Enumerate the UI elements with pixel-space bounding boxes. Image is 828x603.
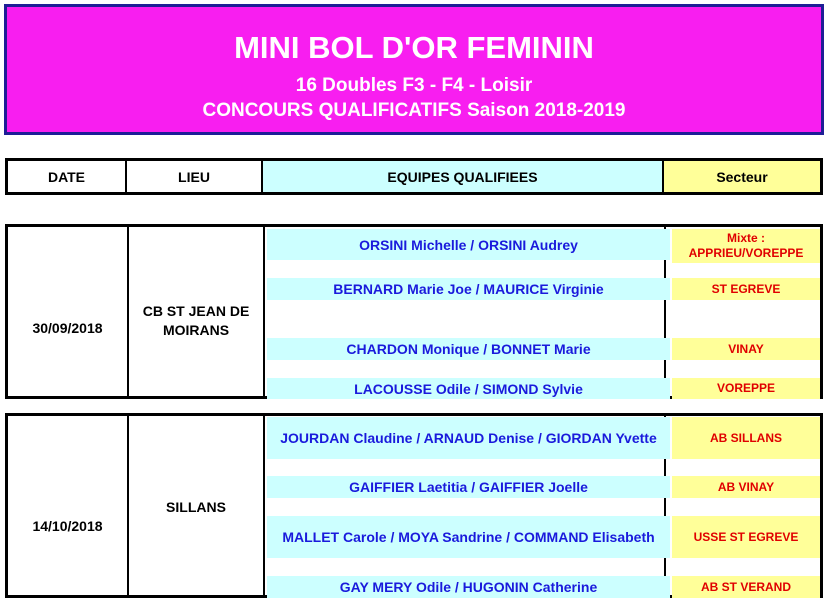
- divider: [127, 416, 129, 595]
- qualification-block-1: [5, 224, 823, 399]
- divider: [263, 227, 265, 396]
- header-secteur: Secteur: [664, 158, 823, 195]
- secteur-cell: ST EGREVE: [672, 278, 820, 300]
- page-subtitle: 16 Doubles F3 - F4 - Loisir: [295, 75, 533, 96]
- team-row: CHARDON Monique / BONNET Marie: [267, 338, 670, 360]
- team-row: GAY MERY Odile / HUGONIN Catherine: [267, 576, 670, 598]
- block-lieu: SILLANS: [166, 499, 226, 515]
- team-row: JOURDAN Claudine / ARNAUD Denise / GIORDAN Yvette: [267, 417, 670, 459]
- secteur-cell: Mixte : APPRIEU/VOREPPE: [672, 229, 820, 263]
- title-banner: [4, 4, 824, 135]
- team-row: GAIFFIER Laetitia / GAIFFIER Joelle: [267, 476, 670, 498]
- secteur-cell: AB ST VERAND: [672, 576, 820, 598]
- page-title: MINI BOL D'OR FEMININ: [234, 30, 594, 65]
- divider: [263, 416, 265, 595]
- block-lieu: CB ST JEAN DE MOIRANS: [142, 303, 250, 338]
- team-row: LACOUSSE Odile / SIMOND Sylvie: [267, 378, 670, 399]
- header-lieu: LIEU: [127, 158, 263, 195]
- header-date: DATE: [5, 158, 127, 195]
- secteur-cell: AB VINAY: [672, 476, 820, 498]
- team-row: MALLET Carole / MOYA Sandrine / COMMAND Elisabeth: [267, 516, 670, 558]
- page-subtitle-season: CONCOURS QUALIFICATIFS Saison 2018-2019: [202, 100, 626, 121]
- header-equipes: EQUIPES QUALIFIEES: [263, 158, 664, 195]
- secteur-cell: AB SILLANS: [672, 417, 820, 459]
- divider: [127, 227, 129, 396]
- block-date: 14/10/2018: [32, 518, 103, 534]
- secteur-cell: VOREPPE: [672, 378, 820, 399]
- qualification-block-2: [5, 413, 823, 598]
- secteur-cell: VINAY: [672, 338, 820, 360]
- secteur-cell: USSE ST EGREVE: [672, 516, 820, 558]
- block-date: 30/09/2018: [32, 320, 103, 336]
- team-row: BERNARD Marie Joe / MAURICE Virginie: [267, 278, 670, 300]
- team-row: ORSINI Michelle / ORSINI Audrey: [267, 229, 670, 260]
